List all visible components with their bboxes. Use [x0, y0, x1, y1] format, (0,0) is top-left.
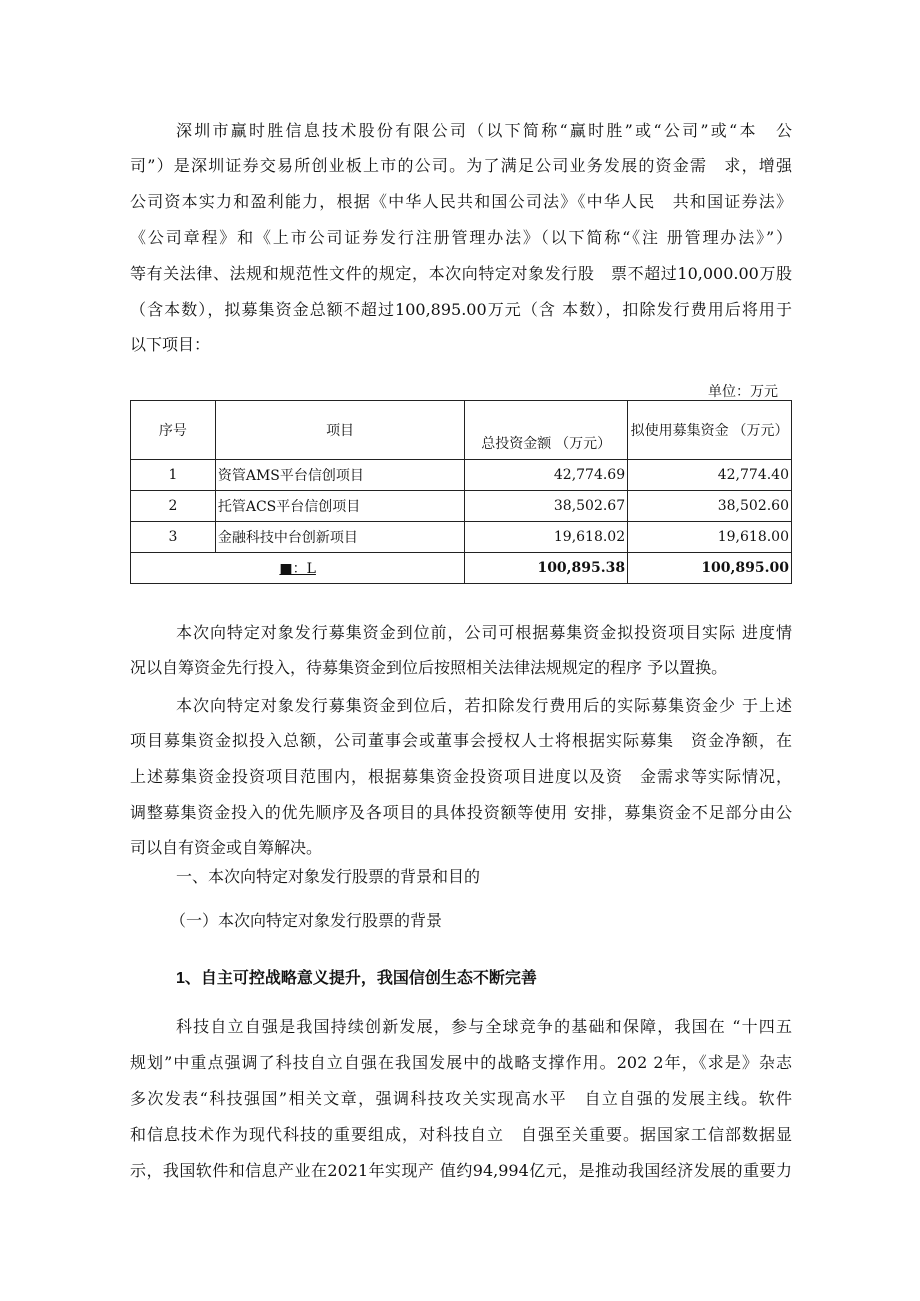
- text-line: 项目募集资金拟投入总额，公司董事会或董事会授权人士将根据实际募集 资金净额，在: [130, 731, 792, 750]
- total-amount: 100,895.38: [465, 553, 628, 584]
- cell-raise: 42,774.40: [628, 460, 792, 491]
- total-raise: 100,895.00: [628, 553, 792, 584]
- cell-no: 3: [131, 522, 216, 553]
- total-label: ■：L: [279, 561, 316, 577]
- cell-raise: 19,618.00: [628, 522, 792, 553]
- table-row: [131, 460, 792, 491]
- text-line: 况以自筹资金先行投入，待募集资金到位后按照相关法律法规规定的程序 予以置换。: [130, 658, 728, 677]
- text-line: 深圳市赢时胜信息技术股份有限公司（以下简称“赢时胜”或“公司”或“本 公: [176, 121, 792, 140]
- text-line: 示，我国软件和信息产业在2021年实现产 值约94,994亿元，是推动我国经济发展的重要力: [130, 1161, 792, 1180]
- table-total-row: [131, 553, 792, 584]
- item-heading: 1、自主可控战略意义提升，我国信创生态不断完善: [176, 970, 537, 987]
- section-heading: 一、本次向特定对象发行股票的背景和目的: [176, 869, 481, 886]
- cell-raise: 38,502.60: [628, 491, 792, 522]
- text-line: 以下项目：: [130, 335, 211, 354]
- cell-total: 42,774.69: [465, 460, 628, 491]
- cell-project: 资管AMS平台信创项目: [215, 460, 464, 491]
- header-raise: 拟使用募集资金 （万元）: [628, 401, 792, 460]
- table-unit-label: 单位：万元: [708, 384, 778, 400]
- text-line: 多次发表“科技强国”相关文章，强调科技攻关实现高水平 自立自强的发展主线。软件: [130, 1089, 792, 1108]
- text-line: 上述募集资金投资项目范围内，根据募集资金投资项目进度以及资 金需求等实际情况，: [130, 767, 792, 786]
- text-line: 等有关法律、法规和规范性文件的规定，本次向特定对象发行股 票不超过10,000.00万股: [130, 264, 792, 283]
- text-line: 司以自有资金或自筹解决。: [130, 838, 323, 857]
- cell-project: 金融科技中台创新项目: [215, 522, 464, 553]
- text-line: 调整募集资金投入的优先顺序及各项目的具体投资额等使用 安排，募集资金不足部分由公: [130, 803, 792, 822]
- text-line: 公司资本实力和盈利能力，根据《中华人民共和国公司法》《中华人民 共和国证券法》: [130, 192, 792, 211]
- text-line: 和信息技术作为现代科技的重要组成，对科技自立 自强至关重要。据国家工信部数据显: [130, 1125, 792, 1144]
- header-total: 总投资金额 （万元）: [465, 401, 628, 460]
- table-header-row: [131, 401, 792, 460]
- text-line: 规划”中重点强调了科技自立自强在我国发展中的战略支撑作用。202 2年，《求是》杂志: [130, 1053, 792, 1072]
- text-line: 科技自立自强是我国持续创新发展，参与全球竞争的基础和保障，我国在 “十四五: [176, 1017, 792, 1036]
- text-line: 本次向特定对象发行募集资金到位后，若扣除发行费用后的实际募集资金少 于上述: [176, 696, 792, 715]
- projects-table: [130, 400, 792, 584]
- text-line: 司”）是深圳证券交易所创业板上市的公司。为了满足公司业务发展的资金需 求，增强: [130, 156, 792, 175]
- cell-no: 1: [131, 460, 216, 491]
- subsection-heading: （一）本次向特定对象发行股票的背景: [170, 913, 443, 930]
- cell-total: 38,502.67: [465, 491, 628, 522]
- cell-total: 19,618.02: [465, 522, 628, 553]
- text-line: （含本数），拟募集资金总额不超过100,895.00万元（含 本数），扣除发行费用后将用于: [130, 300, 792, 319]
- table-row: [131, 522, 792, 553]
- table-row: [131, 491, 792, 522]
- cell-project: 托管ACS平台信创项目: [215, 491, 464, 522]
- header-project: 项目: [215, 401, 464, 460]
- text-line: 《公司章程》和《上市公司证券发行注册管理办法》（以下简称“《注 册管理办法》”）: [130, 228, 792, 247]
- header-no: 序号: [131, 401, 216, 460]
- cell-no: 2: [131, 491, 216, 522]
- text-line: 本次向特定对象发行募集资金到位前，公司可根据募集资金拟投资项目实际 进度情: [176, 623, 792, 642]
